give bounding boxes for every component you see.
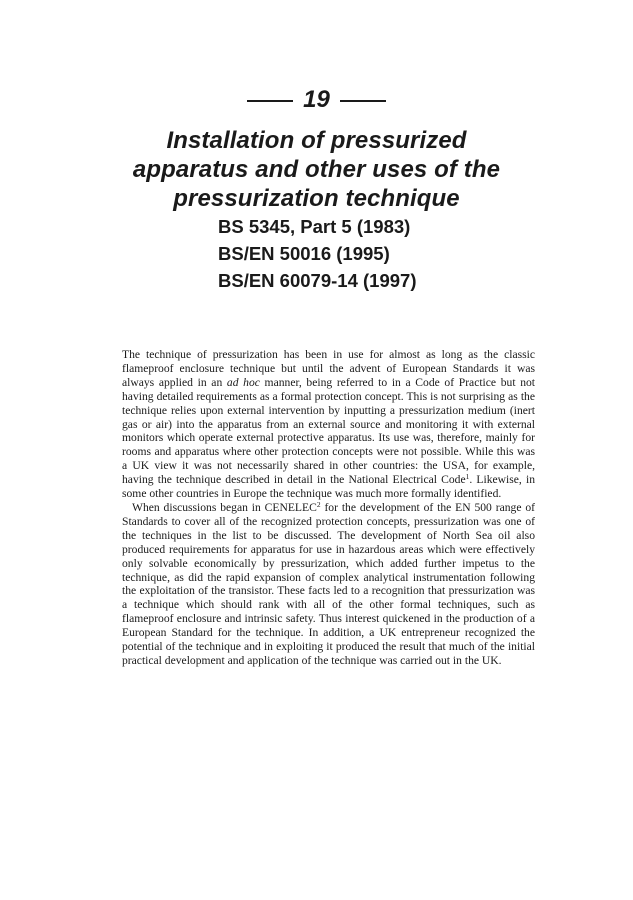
standard-reference: BS 5345, Part 5 (1983) xyxy=(218,216,411,237)
chapter-title-line: Installation of pressurized xyxy=(166,127,467,154)
emphasis-text: ad hoc xyxy=(226,375,260,389)
footnote-ref: 2 xyxy=(316,499,321,509)
standards-list xyxy=(218,213,416,294)
paragraph-1 xyxy=(122,348,535,501)
standard-reference: BS/EN 60079-14 (1997) xyxy=(218,270,417,291)
paragraph-text: When discussions began in CENELEC xyxy=(132,500,317,514)
standard-reference: BS/EN 50016 (1995) xyxy=(218,243,390,264)
paragraph-text: for the development of the EN 500 range of Standards to cover all of the recognized protection concepts, pressurization was one of the techniques in the list to be discussed. The development of North Sea oil also produced requirements for apparatus for use in hazardous areas which were effectively only solvable economically by pressurization, which added further impetus to the technique, as did the rapid expansion of complex analytical instrumentation following the exploitation of the transistor. These facts led to a recognition that pressurization was a technique which should rank with all of the other formal techniques, such as flameproof enclosure and intrinsic safety. Thus interest quickened in the production of a European Standard for the technique. In addition, a UK entrepreneur recognized the potential of the technique and in exploiting it produced the result that much of the initial practical development and application of the technique was carried out in the UK. xyxy=(122,500,535,667)
chapter-title xyxy=(100,126,533,213)
body-text xyxy=(122,348,535,668)
chapter-number: 19 xyxy=(303,86,330,113)
chapter-title-line: pressurization technique xyxy=(173,185,460,212)
chapter-rule-left xyxy=(247,100,293,102)
paragraph-2 xyxy=(122,501,535,668)
paragraph-text: The technique of pressurization has been in use for almost as long as the classic flameproof enclosure technique but until the advent of European Standards it was always applied in an xyxy=(122,348,535,389)
chapter-number-heading xyxy=(0,86,633,114)
footnote-ref: 1 xyxy=(465,472,470,482)
paragraph-text: . Likewise, in some other countries in Europe the technique was much more formally identified. xyxy=(122,473,535,501)
chapter-title-line: apparatus and other uses of the xyxy=(132,156,501,183)
paragraph-text: manner, being referred to in a Code of Practice but not having detailed requirements as a formal protection concept. This is not surprising as the technique relies upon external intervention by inputting a pressurization medium (inert gas or air) into the apparatus from an external source and monitoring it with external monitors which operate external protective apparatus. Its use was, therefore, mainly for rooms and apparatus where other protection concepts were not possible. While this was a UK view it was not necessarily shared in other countries: the USA, for example, having the technique described in detail in the National Electrical Code xyxy=(122,375,536,487)
chapter-rule-right xyxy=(340,100,386,102)
